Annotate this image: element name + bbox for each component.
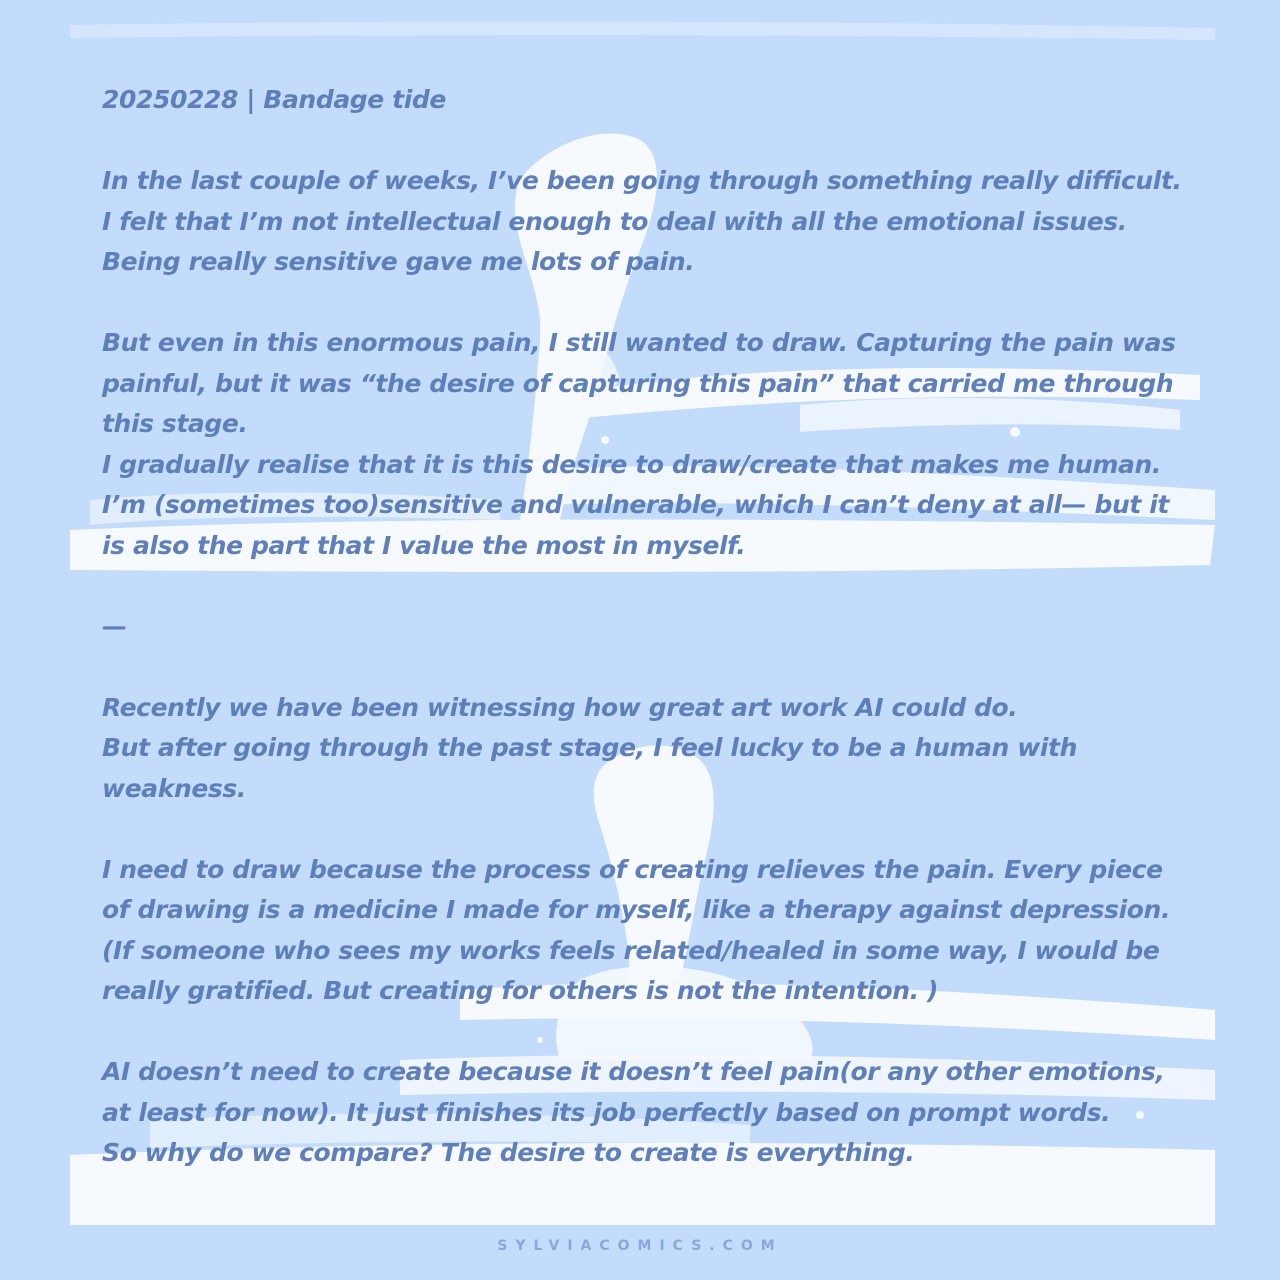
text-line xyxy=(102,809,1212,850)
text-line: at least for now). It just finishes its job perfectly based on prompt words. xyxy=(102,1097,1111,1127)
text-line: painful, but it was “the desire of capturing this pain” that carried me through xyxy=(102,368,1174,398)
text-line: Being really sensitive gave me lots of pain. xyxy=(102,247,695,276)
text-line: But even in this enormous pain, I still wanted to draw. Capturing the pain was xyxy=(102,328,1176,357)
text-line: of drawing is a medicine I made for myself, like a therapy against depression. xyxy=(102,895,1171,924)
text-line xyxy=(102,647,1212,688)
text-line xyxy=(102,566,1212,607)
text-line: So why do we compare? The desire to create is everything. xyxy=(102,1138,915,1167)
text-line xyxy=(102,121,1212,162)
post-text xyxy=(102,80,1212,1174)
text-line: (If someone who sees my works feels related/healed in some way, I would be xyxy=(102,935,1160,965)
text-line: I felt that I’m not intellectual enough to deal with all the emotional issues. xyxy=(102,206,1127,236)
text-line: Recently we have been witnessing how great art work AI could do. xyxy=(102,692,1018,722)
text-line: I gradually realise that it is this desire to draw/create that makes me human. xyxy=(102,449,1161,479)
text-line: I need to draw because the process of creating relieves the pain. Every piece xyxy=(102,854,1163,884)
post-title: 20250228 | Bandage tide xyxy=(102,85,446,114)
text-line: AI doesn’t need to create because it doesn’t feel pain(or any other emotions, xyxy=(102,1057,1165,1086)
text-line: But after going through the past stage, I feel lucky to be a human with xyxy=(102,733,1078,762)
text-line: is also the part that I value the most in myself. xyxy=(102,530,746,560)
text-line: really gratified. But creating for others is not the intention. ) xyxy=(102,976,939,1005)
text-line: In the last couple of weeks, I’ve been going through something really difficult. xyxy=(102,166,1182,195)
text-line: weakness. xyxy=(102,773,246,803)
section-divider: — xyxy=(102,611,127,641)
text-line: I’m (sometimes too)sensitive and vulnerable, which I can’t deny at all— but it xyxy=(102,490,1169,519)
text-line xyxy=(102,283,1212,324)
website-footer: SYLVIACOMICS.COM xyxy=(497,1238,783,1254)
text-line: this stage. xyxy=(102,409,248,438)
text-line xyxy=(102,1012,1212,1053)
